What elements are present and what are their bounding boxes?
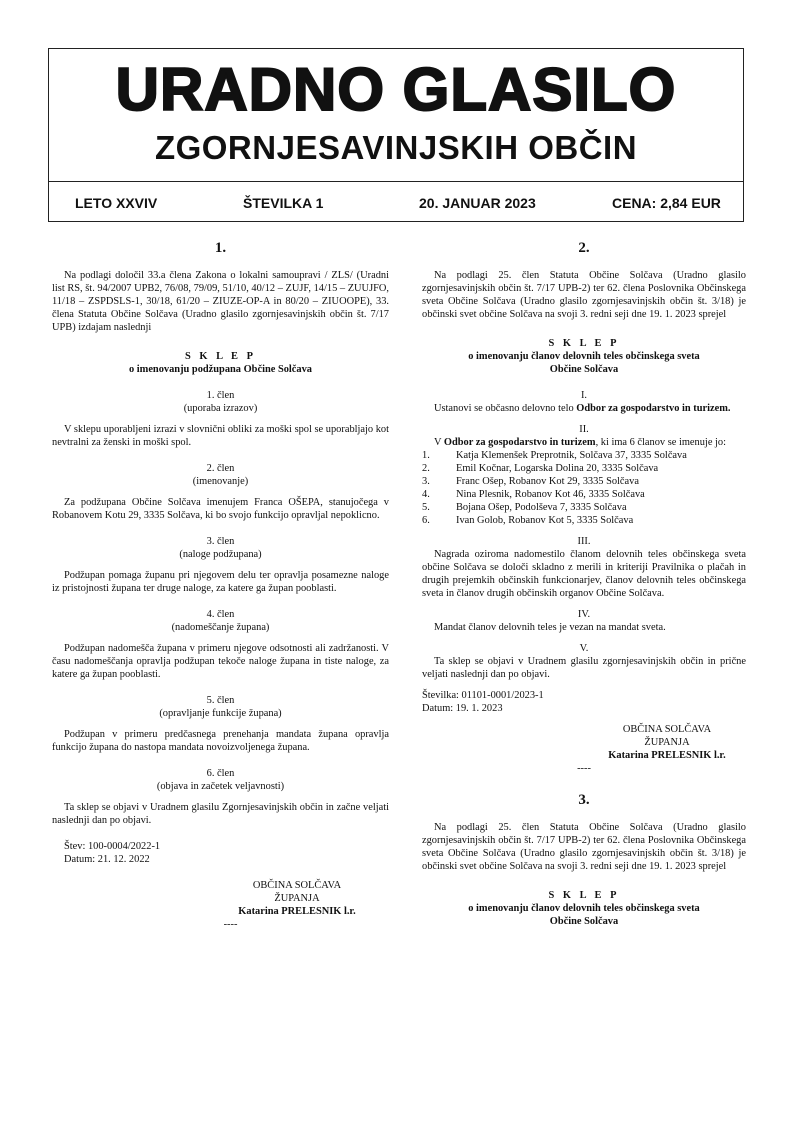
article-title: (nadomeščanje župana) (171, 622, 270, 633)
publication-subtitle: ZGORNJESAVINJSKIH OBČIN (154, 129, 638, 166)
document-number: 2. (578, 240, 590, 256)
article-number: 4. člen (206, 609, 235, 620)
document-intro: Na podlagi določil 33.a člena Zakona o lokalni samoupravi / ZLS/ (Uradni list RS, št. 94/2007 UPB2, 76/08, 79/09, 51/10, 40/12 – ZUJF, 14/15 – ZUUJFO, 11/18 – ZSPDSLS-1, 30/18, 61/20 – ZIUZE-OP-A in 80/20 – ZIUOOPE), 33. člena Statuta Občine Solčava (Uradno glasilo zgornjesavinjskih občin št. 7/17 UPB) izdajam naslednji (52, 270, 389, 333)
sklep-heading: S K L E P (185, 351, 256, 362)
article-number: 2. člen (206, 463, 235, 474)
sklep-subject-municipality: Občine Solčava (549, 916, 619, 927)
signature-org: OBČINA SOLČAVA (622, 724, 712, 735)
right-column (422, 236, 746, 928)
signature-role: ŽUPANJA (274, 893, 320, 904)
issue-number: ŠTEVILKA 1 (243, 195, 324, 211)
section-text: V Odbor za gospodarstvo in turizem, ki ima 6 članov se imenuje jo: (434, 437, 726, 448)
reference-number: Številka: 01101-0001/2023-1 (422, 690, 544, 701)
article-text: Ta sklep se objavi v Uradnem glasilu Zgornjesavinjskih občin in začne veljati naslednji dan po objavi. (52, 802, 389, 826)
masthead (48, 48, 744, 222)
reference-date: Datum: 19. 1. 2023 (422, 703, 503, 714)
article-number: 1. člen (206, 390, 235, 401)
article-text: V sklepu uporabljeni izrazi v slovnični obliki za moški spol se uporabljajo kot nevtralni za ženski in moški spol. (52, 424, 389, 448)
document-separator: ---- (577, 763, 591, 774)
sklep-heading: S K L E P (548, 338, 620, 349)
section-number: I. (580, 390, 588, 401)
publication-title: URADNO GLASILO (115, 56, 677, 123)
article-title: (uporaba izrazov) (183, 403, 258, 414)
article-text: Podžupan v primeru predčasnega prenehanja mandata župana opravlja funkcijo župana do nastopa mandata novoizvoljenega župana. (52, 729, 389, 753)
section-text: Ustanovi se občasno delovno telo Odbor za gospodarstvo in turizem. (434, 403, 731, 414)
article-title: (objava in začetek veljavnosti) (156, 781, 285, 792)
signature-name: Katarina PRELESNIK l.r. (608, 750, 726, 761)
reference-number: Štev: 100-0004/2022-1 (64, 841, 161, 852)
article-text: Za podžupana Občine Solčava imenujem Franca OŠEPA, stanujočega v Robanovem Kotu 29, 3335 Solčava, ki bo svojo funkcijo opravljal nepoklicno. (52, 497, 389, 521)
issue-price: CENA: 2,84 EUR (612, 195, 721, 211)
list-item: 5. Bojana Ošep, Podolševa 7, 3335 Solčava (422, 502, 627, 513)
article-title: (naloge podžupana) (179, 549, 262, 560)
issue-year: LETO XXVIV (75, 195, 158, 211)
section-number: V. (579, 643, 589, 654)
left-column (52, 236, 389, 931)
sklep-subject: o imenovanju podžupana Občine Solčava (128, 364, 313, 375)
section-number: III. (577, 536, 591, 547)
list-item: 2. Emil Kočnar, Logarska Dolina 20, 3335 Solčava (422, 463, 659, 474)
signature-org: OBČINA SOLČAVA (252, 880, 342, 891)
list-item: 6. Ivan Golob, Robanov Kot 5, 3335 Solčava (422, 515, 634, 526)
sklep-subject-municipality: Občine Solčava (549, 364, 619, 375)
issue-date: 20. JANUAR 2023 (419, 195, 536, 211)
signature-name: Katarina PRELESNIK l.r. (238, 906, 356, 917)
document-intro: Na podlagi 25. člen Statuta Občine Solčava (Uradno glasilo zgornjesavinjskih občin št. 7/17 UPB-2) ter 62. člena Poslovnika Občinskega sveta Občine Solčava (Uradno glasilo zgornjesavinjskih občin št. 3/18) je občinski svet občine Solčava na svoji 3. redni seji dne 19. 1. 2023 sprejel (422, 822, 746, 872)
section-number: IV. (577, 609, 591, 620)
article-title: (opravljanje funkcije župana) (159, 708, 282, 719)
document-intro: Na podlagi 25. člen Statuta Občine Solčava (Uradno glasilo zgornjesavinjskih občin št. 7/17 UPB-2) ter 62. člena Poslovnika Občinskega sveta Občine Solčava (Uradno glasilo zgornjesavinjskih občin št. 3/18) je občinski svet občine Solčava na svoji 3. redni seji dne 19. 1. 2023 sprejel (422, 270, 746, 320)
article-title: (imenovanje) (192, 476, 249, 487)
reference-date: Datum: 21. 12. 2022 (64, 854, 150, 865)
member-list (422, 449, 746, 527)
sklep-subject: o imenovanju članov delovnih teles občinskega sveta (468, 903, 700, 914)
section-text: Nagrada oziroma nadomestilo članom delovnih teles občinskega sveta občine Solčava se določi skladno z merili in kriteriji Pravilnika o plačah in drugih prejemkih občinskih funkcionarjev, članov delovnih teles občinskega sveta in članov drugih občinskih organov Občine Solčava. (422, 549, 746, 599)
sklep-heading: S K L E P (548, 890, 620, 901)
section-text: Mandat članov delovnih teles je vezan na mandat sveta. (434, 622, 666, 633)
article-text: Podžupan pomaga županu pri njegovem delu ter opravlja posamezne naloge iz pristojnosti župana ter druge naloge, za katere ga župan pooblasti. (52, 570, 389, 594)
sklep-subject: o imenovanju članov delovnih teles občinskega sveta (468, 351, 700, 362)
article-number: 3. člen (206, 536, 235, 547)
document-number: 3. (578, 792, 590, 808)
article-text: Podžupan nadomešča župana v primeru njegove odsotnosti ali zadržanosti. V času nadomeščanja opravlja podžupan tekoče naloge župana in tiste naloge, za katere ga župan pooblasti. (52, 643, 389, 680)
list-item: 3. Franc Ošep, Robanov Kot 29, 3335 Solčava (422, 476, 639, 487)
document-number: 1. (214, 240, 227, 256)
section-text: Ta sklep se objavi v Uradnem glasilu zgornjesavinjskih občin in prične veljati naslednji dan po objavi. (422, 656, 746, 680)
document-separator: ---- (223, 919, 238, 930)
article-number: 5. člen (206, 695, 235, 706)
list-item: 1. Katja Klemenšek Preprotnik, Solčava 37, 3335 Solčava (422, 450, 687, 461)
list-item: 4. Nina Plesnik, Robanov Kot 46, 3335 Solčava (422, 489, 645, 500)
section-number: II. (579, 424, 589, 435)
article-number: 6. člen (206, 768, 235, 779)
signature-role: ŽUPANJA (644, 737, 690, 748)
masthead-divider (49, 181, 743, 182)
